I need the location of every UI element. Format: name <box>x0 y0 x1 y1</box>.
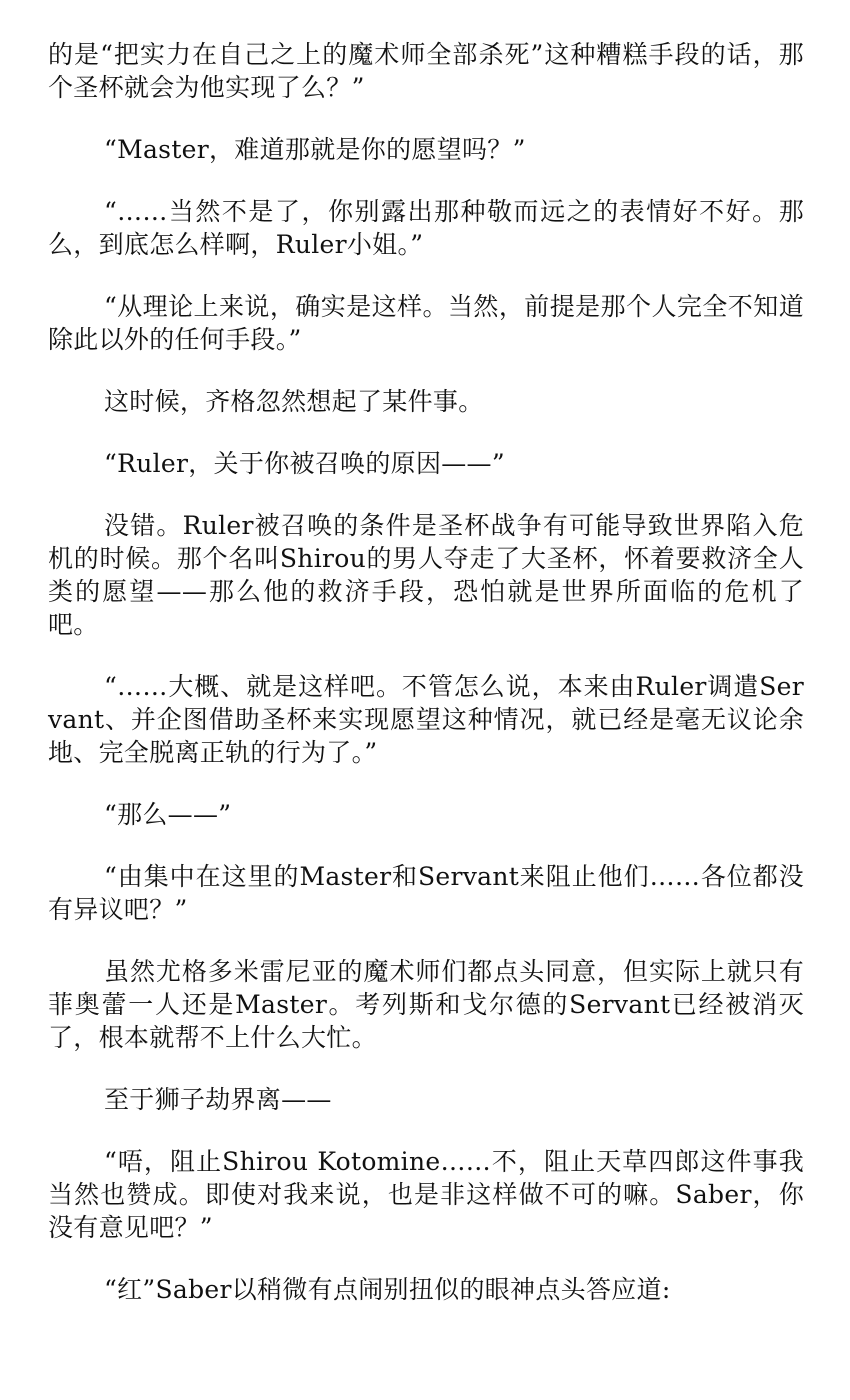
paragraph-8: “……大概、就是这样吧。不管怎么说，本来由Ruler调遣Servant、并企图借助圣杯来实现愿望这种情况，就已经是毫无议论余地、完全脱离正轨的行为了。” <box>48 672 804 767</box>
document-page <box>48 38 804 1335</box>
paragraph-6: “Ruler，关于你被召唤的原因——” <box>104 449 505 478</box>
paragraph-11: 虽然尤格多米雷尼亚的魔术师们都点头同意，但实际上就只有菲奥蕾一人还是Master。考列斯和戈尔德的Servant已经被消灭了，根本就帮不上什么大忙。 <box>48 957 804 1052</box>
paragraph-3: “……当然不是了，你别露出那种敬而远之的表情好不好。那么，到底怎么样啊，Ruler小姐。” <box>48 197 804 259</box>
paragraph-12: 至于狮子劫界离—— <box>104 1085 332 1114</box>
paragraph-5: 这时候，齐格忽然想起了某件事。 <box>104 387 484 416</box>
paragraph-1: 的是“把实力在自己之上的魔术师全部杀死”这种糟糕手段的话，那个圣杯就会为他实现了么？” <box>48 40 804 102</box>
paragraph-4: “从理论上来说，确实是这样。当然，前提是那个人完全不知道除此以外的任何手段。” <box>48 292 804 354</box>
paragraph-10: “由集中在这里的Master和Servant来阻止他们……各位都没有异议吧？” <box>48 862 804 924</box>
paragraph-9: “那么——” <box>104 800 232 829</box>
paragraph-2: “Master，难道那就是你的愿望吗？” <box>104 135 526 164</box>
paragraph-13: “唔，阻止Shirou Kotomine……不，阻止天草四郎这件事我当然也赞成。即使对我来说，也是非这样做不可的嘛。Saber，你没有意见吧？” <box>48 1147 804 1242</box>
paragraph-14: “红”Saber以稍微有点闹别扭似的眼神点头答应道: <box>104 1275 671 1304</box>
paragraph-7: 没错。Ruler被召唤的条件是圣杯战争有可能导致世界陷入危机的时候。那个名叫Shirou的男人夺走了大圣杯，怀着要救济全人类的愿望——那么他的救济手段，恐怕就是世界所面临的危机了吧。 <box>48 511 804 639</box>
